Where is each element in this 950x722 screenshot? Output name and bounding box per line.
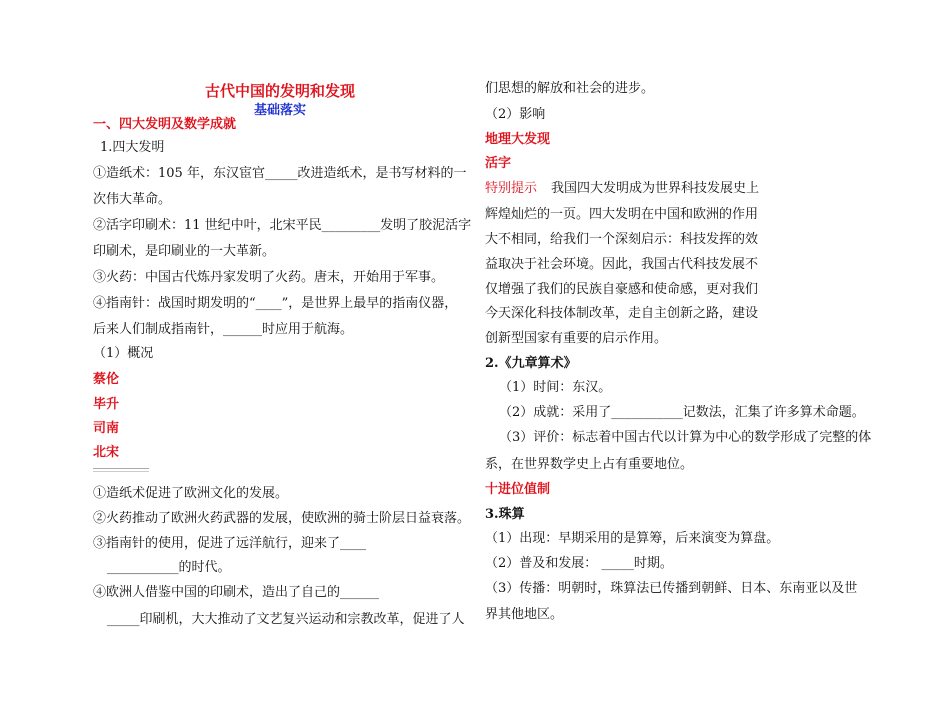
tip-text: 我国四大发明成为世界科技发展史上 xyxy=(551,181,760,196)
subsection-heading: 3.珠算 xyxy=(485,507,525,522)
paragraph-line: （1）出现：早期采用的是算筹，后来演变为算盘。 xyxy=(485,531,780,546)
paragraph-line: （3）评价：标志着中国古代以计算为中心的数学形成了完整的体 xyxy=(499,430,872,445)
subsection-heading: （1）概况 xyxy=(93,346,154,361)
paragraph-line: ①造纸术：105 年，东汉宦官_____改进造纸术，是书写材料的一 xyxy=(93,166,467,181)
paragraph-line: 系，在世界数学史上占有重要地位。 xyxy=(485,457,694,472)
paragraph-line: 辉煌灿烂的一页。四大发明在中国和欧洲的作用 xyxy=(485,207,759,222)
page-subtitle: 基础落实 xyxy=(253,103,306,118)
paragraph-line: 后来人们制成指南针，______时应用于航海。 xyxy=(93,322,354,337)
subsection-heading: （2）影响 xyxy=(485,107,546,122)
section-heading: 一、四大发明及数学成就 xyxy=(93,117,237,132)
paragraph-line: ①造纸术促进了欧洲文化的发展。 xyxy=(93,486,289,501)
tip-line xyxy=(485,180,759,198)
paragraph-line: ③火药：中国古代炼丹家发明了火药。唐末，开始用于军事。 xyxy=(93,270,445,285)
paragraph-line: ④指南针：战国时期发明的“____”，是世界上最早的指南仪器， xyxy=(93,296,458,311)
paragraph-line: （1）时间：东汉。 xyxy=(499,380,612,395)
page-title: 古代中国的发明和发现 xyxy=(204,82,355,100)
paragraph-line: ___________的时代。 xyxy=(107,560,231,575)
subsection-heading: 1.四大发明 xyxy=(100,140,165,155)
paragraph-line: 次伟大革命。 xyxy=(93,192,172,207)
paragraph-line: 仅增强了我们的民族自豪感和使命感，更对我们 xyxy=(485,282,759,297)
paragraph-line: ②火药推动了欧洲火药武器的发展，使欧洲的骑士阶层日益衰落。 xyxy=(93,511,471,526)
paragraph-line: ④欧洲人借鉴中国的印刷术，造出了自己的______ xyxy=(93,585,380,600)
tip-label: 特别提示 xyxy=(485,181,538,196)
paragraph-line: （2）普及和发展： _____时期。 xyxy=(485,556,673,571)
answer-text: 北宋 xyxy=(93,445,120,460)
paragraph-line: 今天深化科技体制改革，走自主创新之路，建设 xyxy=(485,306,759,321)
answer-text: 活字 xyxy=(485,156,512,171)
paragraph-line: 们思想的解放和社会的进步。 xyxy=(485,81,655,96)
answer-text: 十进位值制 xyxy=(485,482,551,497)
paragraph-line: 创新型国家有重要的启示作用。 xyxy=(485,331,668,346)
paragraph-line: 益取决于社会环境。因此，我国古代科技发展不 xyxy=(485,257,759,272)
paragraph-line: _____印刷机，大大推动了文艺复兴运动和宗教改革，促进了人 xyxy=(107,612,465,627)
paragraph-line: 印刷术，是印刷业的一大革新。 xyxy=(93,244,276,259)
paragraph-line: ③指南针的使用，促进了远洋航行，迎来了____ xyxy=(93,536,367,551)
answer-text: 司南 xyxy=(93,421,120,436)
answer-text: 毕升 xyxy=(93,397,120,412)
paragraph-line: ②活字印刷术：11 世纪中叶，北宋平民_________发明了胶泥活字 xyxy=(93,218,472,233)
divider xyxy=(93,468,149,472)
answer-text: 蔡伦 xyxy=(93,372,120,387)
paragraph-line: 界其他地区。 xyxy=(485,607,564,622)
answer-text: 地理大发现 xyxy=(485,132,551,147)
paragraph-line: （2）成就：采用了___________记数法，汇集了许多算术命题。 xyxy=(499,405,865,420)
paragraph-line: 大不相同，给我们一个深刻启示：科技发挥的效 xyxy=(485,232,759,247)
subsection-heading: 2.《九章算术》 xyxy=(485,356,577,371)
paragraph-line: （3）传播：明朝时，珠算法已传播到朝鲜、日本、东南亚以及世 xyxy=(485,581,858,596)
